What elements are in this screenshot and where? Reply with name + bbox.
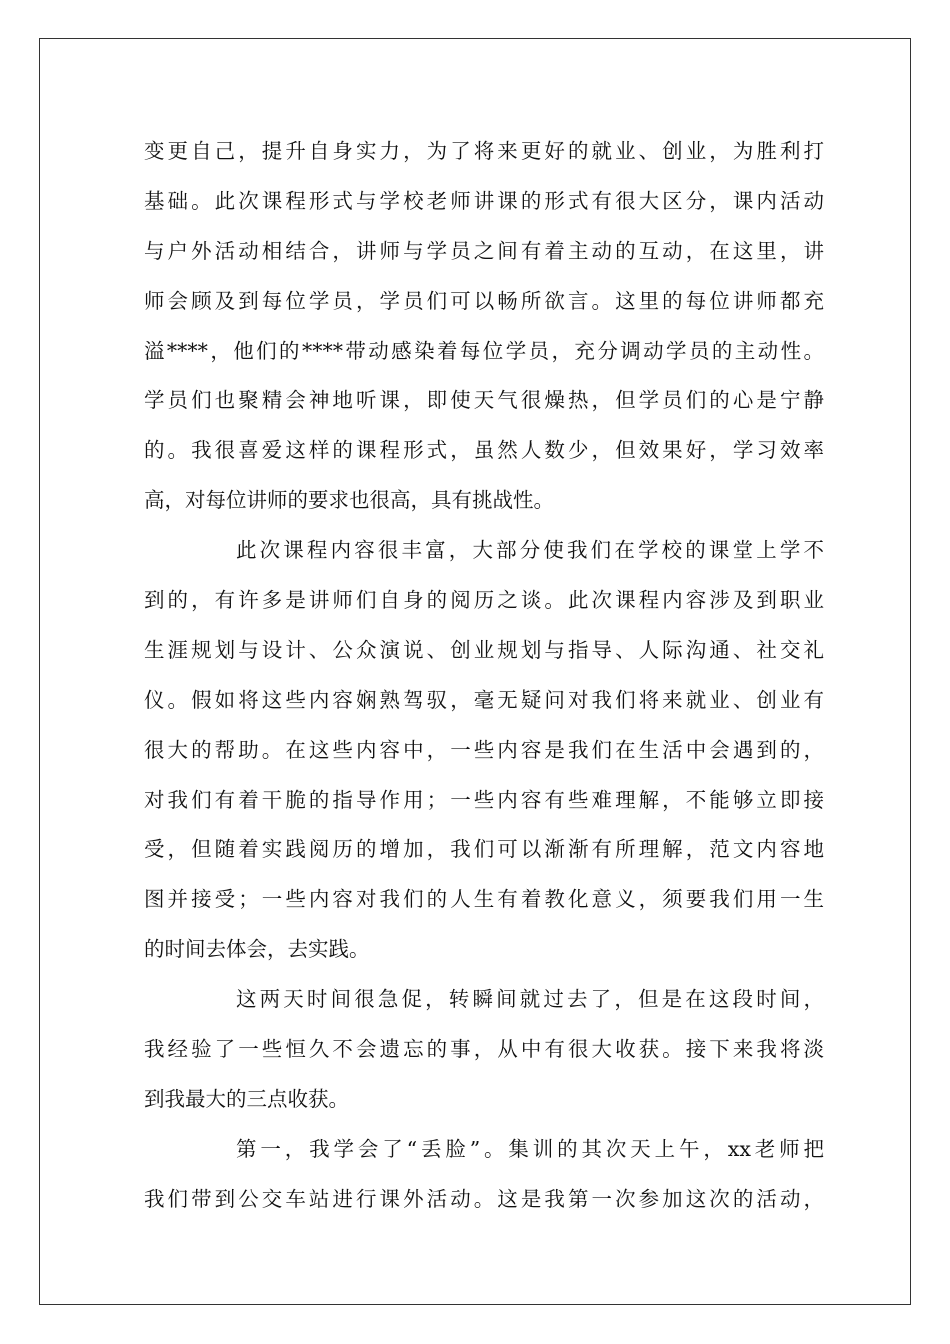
- text-line: 对我们有着干脆的指导作用；一些内容有些难理解，不能够立即接: [144, 787, 824, 812]
- text-line: 受，但随着实践阅历的增加，我们可以渐渐有所理解，范文内容地: [144, 837, 824, 862]
- text-line: 与户外活动相结合，讲师与学员之间有着主动的互动，在这里，讲: [144, 238, 824, 263]
- paragraph-first-line: 此次课程内容很丰富，大部分使我们在学校的课堂上学不: [236, 538, 824, 563]
- text-line: 很大的帮助。在这些内容中，一些内容是我们在生活中会遇到的，: [144, 737, 824, 762]
- text-line: 高，对每位讲师的要求也很高，具有挑战性。: [144, 488, 554, 513]
- text-line: 师会顾及到每位学员，学员们可以畅所欲言。这里的每位讲师都充: [144, 288, 824, 313]
- text-line: 我们带到公交车站进行课外活动。这是我第一次参加这次的活动，: [144, 1186, 824, 1211]
- text-line: 学员们也聚精会神地听课，即使天气很燥热，但学员们的心是宁静: [144, 388, 824, 413]
- text-line: 变更自己，提升自身实力，为了将来更好的就业、创业，为胜利打: [144, 139, 824, 163]
- text-line: 的。我很喜爱这样的课程形式，虽然人数少，但效果好，学习效率: [144, 438, 824, 463]
- text-line: 到的，有许多是讲师们自身的阅历之谈。此次课程内容涉及到职业: [144, 588, 824, 613]
- text-line: 仪。假如将这些内容娴熟驾驭，毫无疑问对我们将来就业、创业有: [144, 687, 824, 712]
- text-line: 我经验了一些恒久不会遗忘的事，从中有很大收获。接下来我将淡: [144, 1037, 824, 1062]
- document-body: [144, 127, 824, 1225]
- text-line: 溢****，他们的****带动感染着每位学员，充分调动学员的主动性。: [144, 338, 824, 363]
- text-line: 的时间去体会，去实践。: [144, 937, 370, 962]
- text-line: 图并接受；一些内容对我们的人生有着教化意义，须要我们用一生: [144, 887, 824, 912]
- paragraph-first-line: 这两天时间很急促，转瞬间就过去了，但是在这段时间，: [236, 987, 824, 1012]
- paragraph-first-line: 第一，我学会了“丢脸”。集训的其次天上午，xx老师把: [236, 1136, 824, 1161]
- text-line: 基础。此次课程形式与学校老师讲课的形式有很大区分，课内活动: [144, 188, 824, 213]
- text-line: 生涯规划与设计、公众演说、创业规划与指导、人际沟通、社交礼: [144, 637, 824, 662]
- text-line: 到我最大的三点收获。: [144, 1086, 349, 1111]
